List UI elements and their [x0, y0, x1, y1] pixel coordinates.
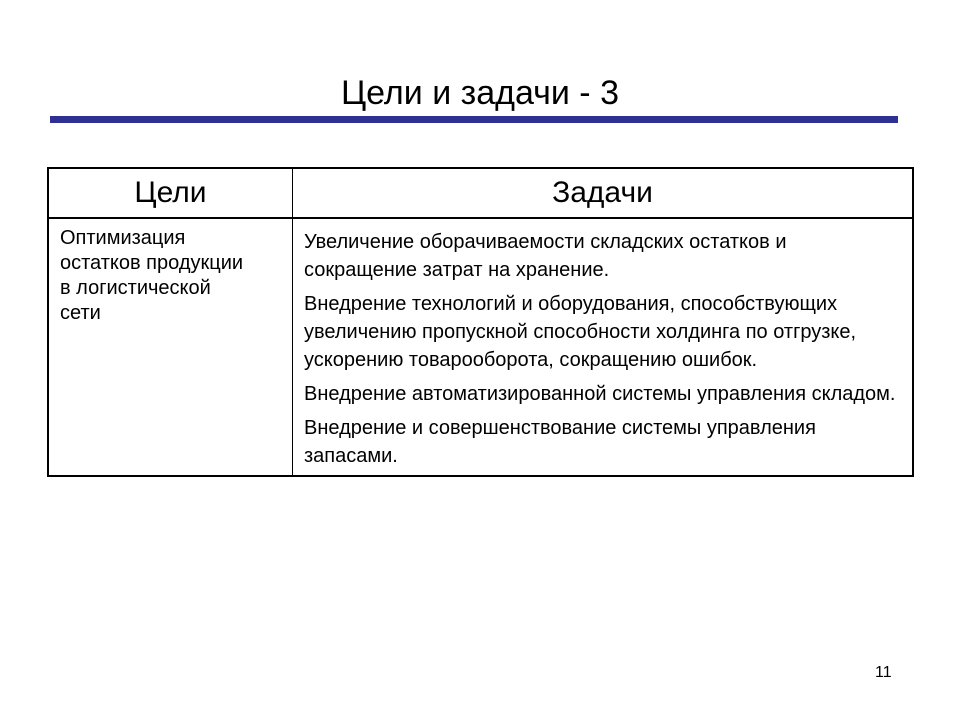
- task-item: Внедрение и совершенствование системы управления запасами.: [304, 417, 816, 467]
- tasks-cell: [293, 218, 914, 476]
- header-tasks: Задачи: [293, 168, 914, 218]
- task-item: Внедрение технологий и оборудования, способствующих увеличению пропускной способности холдинга по отгрузке, ускорению товарооборота, сокращению ошибок.: [304, 293, 857, 371]
- page-number: 11: [875, 664, 892, 681]
- table-row: [48, 218, 913, 476]
- task-item: Увеличение оборачиваемости складских остатков и сокращение затрат на хранение.: [304, 231, 787, 281]
- slide-title: Цели и задачи - 3: [341, 74, 619, 112]
- title-underline: [50, 116, 898, 123]
- task-item: Внедрение автоматизированной системы управления складом.: [304, 383, 896, 405]
- goals-tasks-table: [47, 167, 914, 477]
- goal-text: Оптимизация остатков продукции в логистической сети: [60, 227, 244, 324]
- table-header-row: [48, 168, 913, 218]
- header-goals: Цели: [48, 168, 293, 218]
